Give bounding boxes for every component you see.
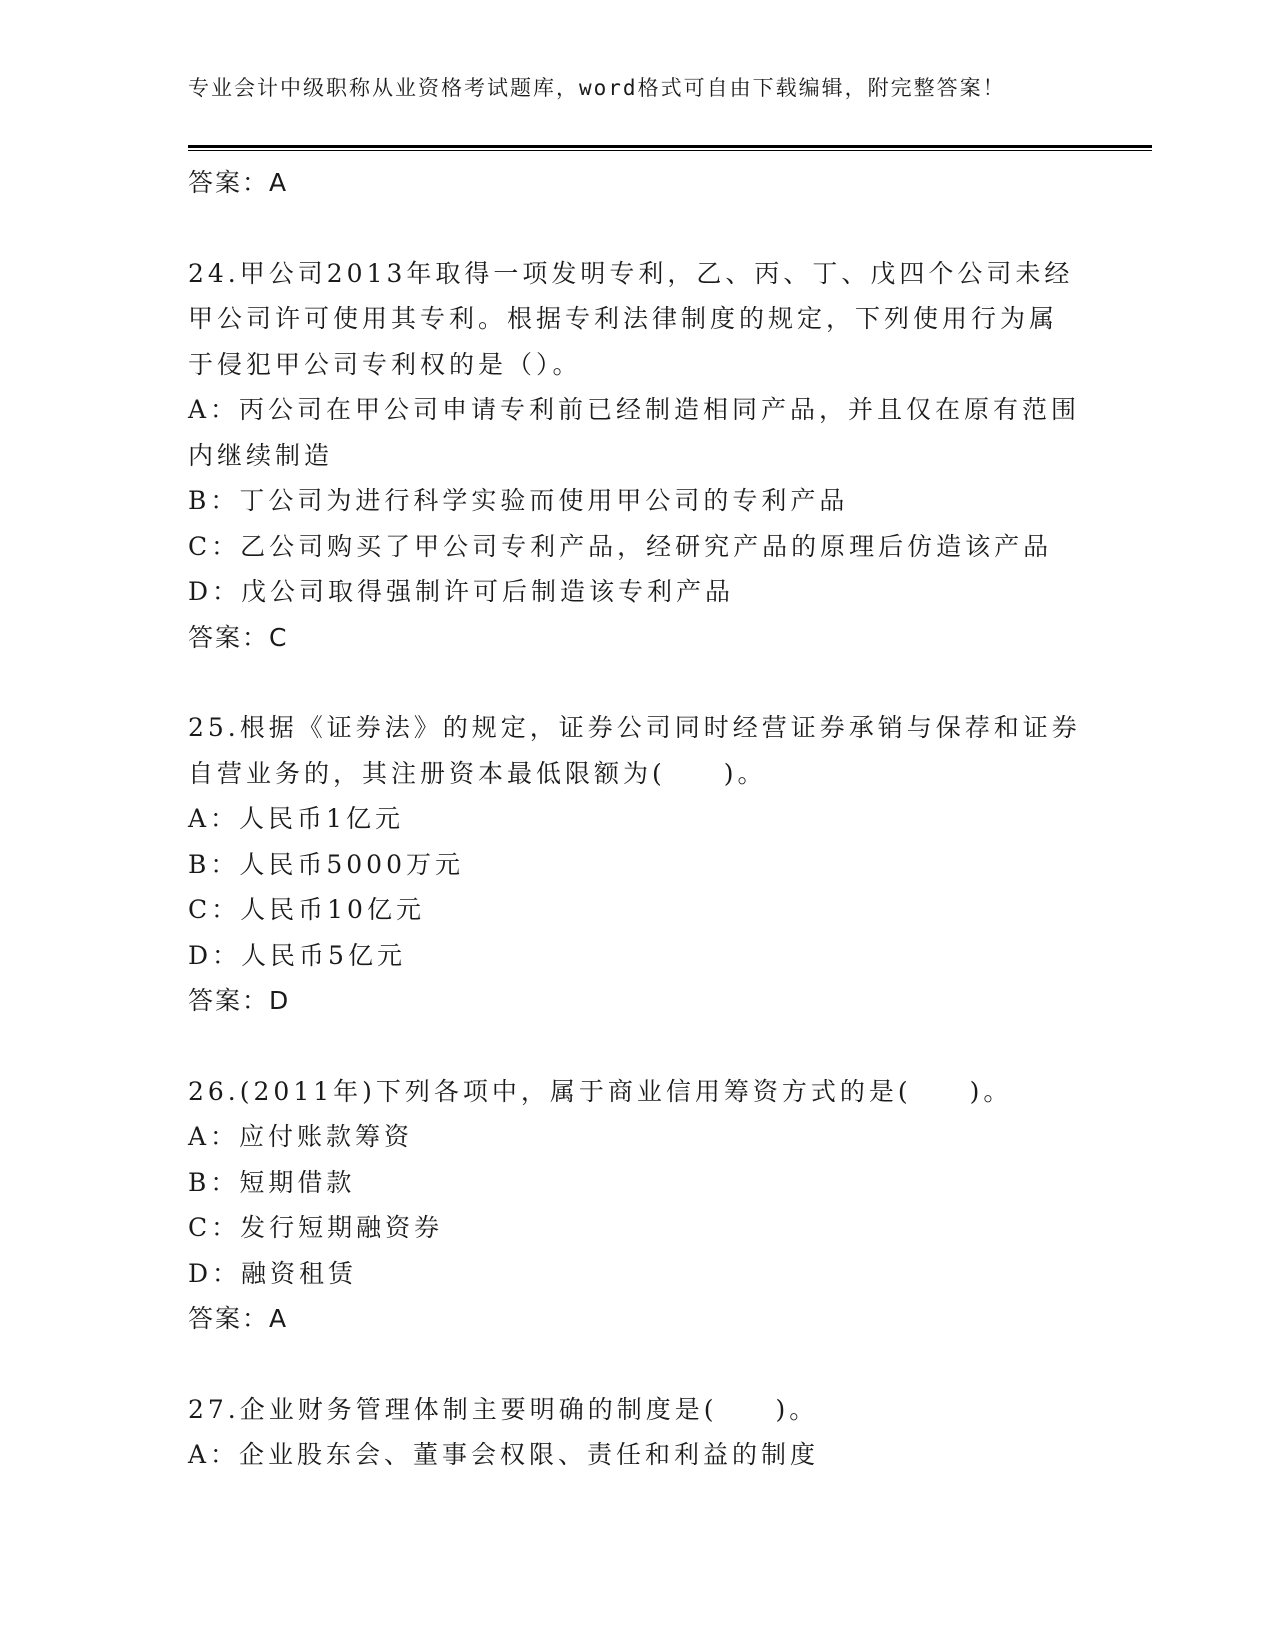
question-text: 24.甲公司2013年取得一项发明专利，乙、丙、丁、戊四个公司未经	[188, 258, 1074, 288]
option-c: C：乙公司购买了甲公司专利产品，经研究产品的原理后仿造该产品	[188, 531, 1053, 561]
option-c: C：人民币10亿元	[188, 895, 425, 924]
spacer	[188, 1024, 1088, 1069]
question-text: 甲公司许可使用其专利。根据专利法律制度的规定，下列使用行为属	[188, 304, 1059, 333]
spacer	[188, 206, 1088, 251]
answer-line: 答案：A	[188, 1304, 289, 1333]
question-text: 于侵犯甲公司专利权的是（）。	[188, 349, 582, 379]
question-text: 26.(2011年)下列各项中，属于商业信用筹资方式的是( )。	[188, 1076, 1013, 1106]
option-d: D：融资租赁	[188, 1258, 358, 1288]
option-a: A：人民币1亿元	[188, 804, 404, 833]
option-a: A：企业股东会、董事会权限、责任和利益的制度	[188, 1440, 820, 1469]
question-text: 25.根据《证券法》的规定，证券公司同时经营证券承销与保荐和证券	[188, 713, 1081, 742]
option-a: A：应付账款筹资	[188, 1122, 414, 1151]
option-a: A：丙公司在甲公司申请专利前已经制造相同产品，并且仅在原有范围	[188, 395, 1081, 424]
answer-line: 答案：D	[188, 986, 291, 1015]
option-c: C：发行短期融资券	[188, 1213, 444, 1242]
option-b: B：人民币5000万元	[188, 849, 464, 879]
answer-line: 答案：C	[188, 622, 289, 652]
question-block	[188, 1069, 1088, 1342]
question-text: 自营业务的，其注册资本最低限额为( )。	[188, 758, 767, 788]
option-b: B：丁公司为进行科学实验而使用甲公司的专利产品	[188, 486, 849, 515]
header-rule-thick	[188, 145, 1152, 148]
option-d: D：人民币5亿元	[188, 940, 406, 970]
option-a-continued: 内继续制造	[188, 440, 334, 470]
spacer	[188, 1342, 1088, 1387]
question-block	[188, 705, 1088, 1024]
document-content	[188, 160, 1088, 1478]
question-text: 27.企业财务管理体制主要明确的制度是( )。	[188, 1394, 819, 1424]
spacer	[188, 660, 1088, 705]
answer-line: 答案：A	[188, 168, 289, 197]
option-d: D：戊公司取得强制许可后制造该专利产品	[188, 577, 735, 606]
header-rule-thin	[188, 150, 1152, 151]
option-b: B：短期借款	[188, 1167, 356, 1197]
question-block	[188, 251, 1088, 661]
page-header: 专业会计中级职称从业资格考试题库，word格式可自由下载编辑，附完整答案！	[188, 76, 1006, 100]
question-block	[188, 1387, 1088, 1478]
